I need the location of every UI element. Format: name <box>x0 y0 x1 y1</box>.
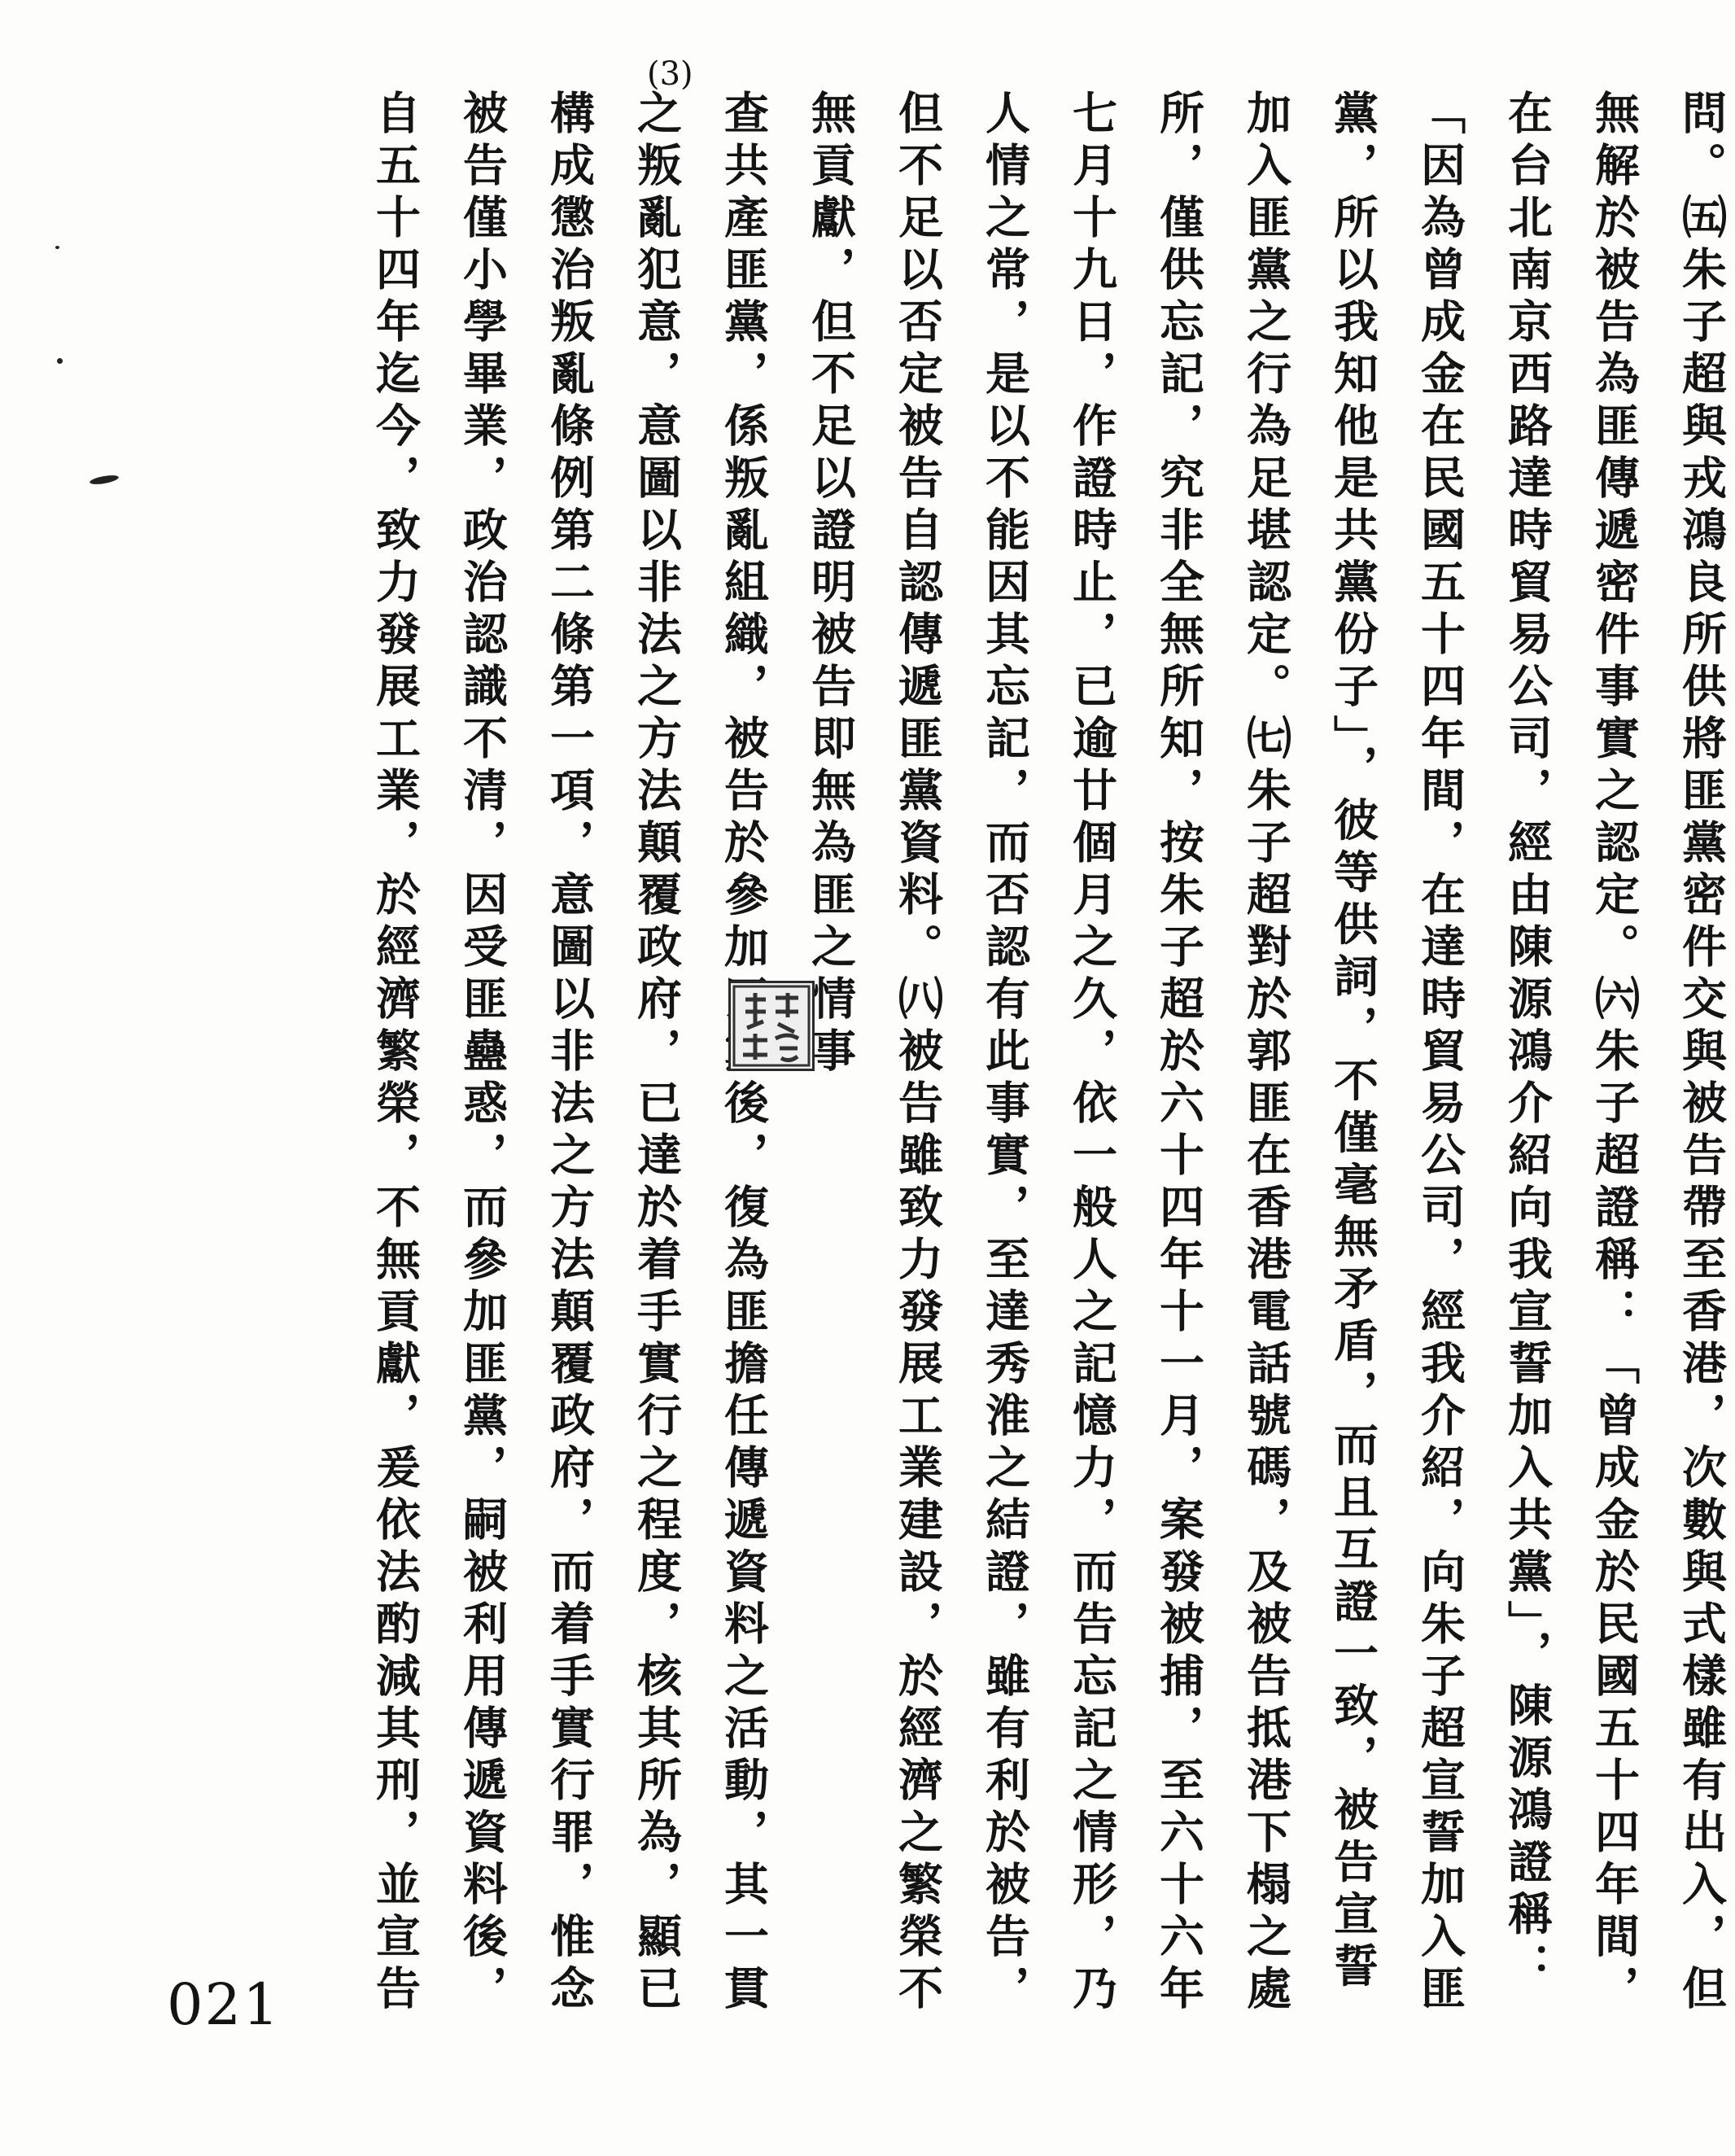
text-column: 加入匪黨之行為足堪認定。㈦朱子超對於郭匪在香港電話號碼，及被告抵港下榻之處 <box>1239 90 1292 2017</box>
text-column: 自五十四年迄今，致力發展工業，於經濟繁榮，不無貢獻，爰依法酌減其刑，並宣告 <box>369 90 422 2017</box>
text-column: 七月十九日，作證時止，已逾廿個月之久，依一般人之記憶力，而告忘記之情形，乃 <box>1065 90 1118 2017</box>
text-column: 無貢獻，但不足以證明被告即無為匪之情事 <box>804 90 857 1079</box>
text-column: 問。㈤朱子超與戎鴻良所供將匪黨密件交與被告帶至香港，次數與式樣雖有出入，但 <box>1675 90 1728 2017</box>
text-column: 但不足以否定被告自認傳遞匪黨資料。㈧被告雖致力發展工業建設，於經濟之繁榮不 <box>891 90 944 2017</box>
scan-speck <box>55 246 59 249</box>
scan-speck <box>89 474 119 486</box>
text-column: 被告僅小學畢業，政治認識不清，因受匪蠱惑，而參加匪黨，嗣被利用傳遞資料後， <box>456 90 509 2017</box>
text-column: 人情之常，是以不能因其忘記，而否認有此事實，至達秀淮之結證，雖有利於被告， <box>978 90 1031 2017</box>
text-column: 查共產匪黨，係叛亂組織，被告於參加匪黨後，復為匪擔任傳遞資料之活動，其一貫 <box>717 90 770 2017</box>
text-column: 之叛亂犯意，意圖以非法之方法顛覆政府，已達於着手實行之程度，核其所為，顯已 <box>630 90 683 2017</box>
text-column: 無解於被告為匪傳遞密件事實之認定。㈥朱子超證稱：「曾成金於民國五十四年間， <box>1588 90 1641 2017</box>
text-column: 所，僅供忘記，究非全無所知，按朱子超於六十四年十一月，案發被捕，至六十六年 <box>1152 90 1205 2017</box>
vertical-text-body <box>260 90 1735 2017</box>
text-column: 構成懲治叛亂條例第二條第一項，意圖以非法之方法顛覆政府，而着手實行罪，惟念 <box>543 90 596 2017</box>
page-number: 021 <box>167 1971 281 2038</box>
scan-speck <box>57 358 63 364</box>
section-number: (3) <box>647 55 693 93</box>
text-column: 在台北南京西路達時貿易公司，經由陳源鴻介紹向我宣誓加入共黨」，陳源鴻證稱： <box>1501 90 1554 1995</box>
text-column: 黨，所以我知他是共黨份子」，彼等供詞，不僅毫無矛盾，而且互證一致，被告宣誓 <box>1326 90 1379 1995</box>
seal-stamp <box>728 981 815 1071</box>
text-column: 「因為曾成金在民國五十四年間，在達時貿易公司，經我介紹，向朱子超宣誓加入匪 <box>1414 90 1466 2017</box>
